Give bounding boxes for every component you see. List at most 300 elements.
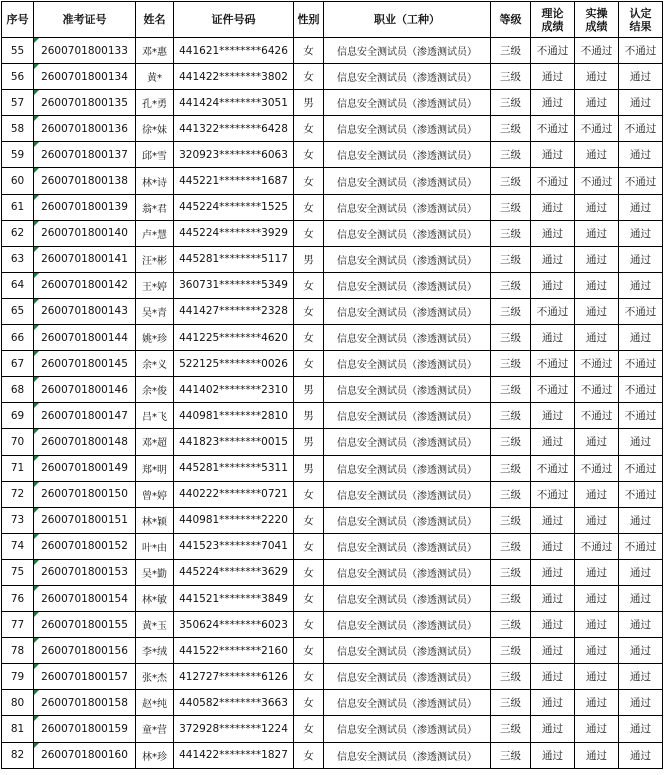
cell-seq: 78 bbox=[2, 638, 34, 664]
cell-seq: 58 bbox=[2, 116, 34, 142]
cell-name: 张*杰 bbox=[136, 664, 174, 690]
cell-seq: 82 bbox=[2, 742, 34, 768]
cell-seq: 66 bbox=[2, 325, 34, 351]
cell-name: 余*俊 bbox=[136, 377, 174, 403]
table-row bbox=[2, 377, 663, 403]
cell-gender: 女 bbox=[294, 64, 324, 90]
cell-occupation: 信息安全测试员（渗透测试员） bbox=[324, 507, 491, 533]
cell-exam-no: 2600701800145 bbox=[34, 351, 136, 377]
table-row bbox=[2, 90, 663, 116]
cell-practice-score: 通过 bbox=[575, 246, 619, 272]
cell-result: 通过 bbox=[619, 716, 663, 742]
cell-id-no: 441322********6428 bbox=[174, 116, 294, 142]
cell-practice-score: 通过 bbox=[575, 481, 619, 507]
cell-gender: 女 bbox=[294, 638, 324, 664]
table-row bbox=[2, 638, 663, 664]
table-row bbox=[2, 64, 663, 90]
header-result bbox=[619, 2, 663, 38]
cell-seq: 70 bbox=[2, 429, 34, 455]
cell-level: 三级 bbox=[491, 455, 531, 481]
cell-occupation: 信息安全测试员（渗透测试员） bbox=[324, 351, 491, 377]
cell-id-no: 445224********1525 bbox=[174, 194, 294, 220]
table-row bbox=[2, 194, 663, 220]
cell-practice-score: 不通过 bbox=[575, 455, 619, 481]
cell-occupation: 信息安全测试员（渗透测试员） bbox=[324, 377, 491, 403]
cell-level: 三级 bbox=[491, 585, 531, 611]
header-id-no: 证件号码 bbox=[174, 2, 294, 38]
header-occupation: 职业（工种） bbox=[324, 2, 491, 38]
cell-id-no: 441424********3051 bbox=[174, 90, 294, 116]
header-gender: 性别 bbox=[294, 2, 324, 38]
cell-level: 三级 bbox=[491, 351, 531, 377]
cell-theory-score: 通过 bbox=[531, 742, 575, 768]
table-row bbox=[2, 533, 663, 559]
cell-theory-score: 通过 bbox=[531, 90, 575, 116]
table-row bbox=[2, 559, 663, 585]
table-row bbox=[2, 690, 663, 716]
cell-level: 三级 bbox=[491, 403, 531, 429]
cell-gender: 女 bbox=[294, 664, 324, 690]
cell-theory-score: 不通过 bbox=[531, 481, 575, 507]
header-level: 等级 bbox=[491, 2, 531, 38]
cell-name: 黄*玉 bbox=[136, 612, 174, 638]
table-row bbox=[2, 716, 663, 742]
cell-exam-no: 2600701800134 bbox=[34, 64, 136, 90]
cell-seq: 81 bbox=[2, 716, 34, 742]
cell-id-no: 445221********1687 bbox=[174, 168, 294, 194]
cell-name: 叶*由 bbox=[136, 533, 174, 559]
cell-level: 三级 bbox=[491, 220, 531, 246]
cell-result: 不通过 bbox=[619, 116, 663, 142]
cell-practice-score: 不通过 bbox=[575, 351, 619, 377]
cell-name: 邱*雪 bbox=[136, 142, 174, 168]
cell-exam-no: 2600701800149 bbox=[34, 455, 136, 481]
cell-result: 通过 bbox=[619, 246, 663, 272]
cell-occupation: 信息安全测试员（渗透测试员） bbox=[324, 38, 491, 64]
cell-occupation: 信息安全测试员（渗透测试员） bbox=[324, 325, 491, 351]
cell-name: 吴*勤 bbox=[136, 559, 174, 585]
cell-practice-score: 通过 bbox=[575, 90, 619, 116]
cell-id-no: 445224********3629 bbox=[174, 559, 294, 585]
cell-occupation: 信息安全测试员（渗透测试员） bbox=[324, 690, 491, 716]
table-row bbox=[2, 272, 663, 298]
table-row bbox=[2, 455, 663, 481]
cell-name: 汪*彬 bbox=[136, 246, 174, 272]
cell-exam-no: 2600701800153 bbox=[34, 559, 136, 585]
cell-seq: 62 bbox=[2, 220, 34, 246]
cell-seq: 76 bbox=[2, 585, 34, 611]
cell-seq: 74 bbox=[2, 533, 34, 559]
cell-gender: 男 bbox=[294, 455, 324, 481]
cell-gender: 女 bbox=[294, 533, 324, 559]
header-name: 姓名 bbox=[136, 2, 174, 38]
cell-id-no: 350624********6023 bbox=[174, 612, 294, 638]
table-row bbox=[2, 403, 663, 429]
cell-occupation: 信息安全测试员（渗透测试员） bbox=[324, 116, 491, 142]
header-practice-line1: 实操 bbox=[585, 6, 608, 20]
header-theory-line2: 成绩 bbox=[541, 19, 564, 33]
cell-exam-no: 2600701800135 bbox=[34, 90, 136, 116]
cell-exam-no: 2600701800148 bbox=[34, 429, 136, 455]
cell-level: 三级 bbox=[491, 38, 531, 64]
cell-id-no: 441521********3849 bbox=[174, 585, 294, 611]
cell-name: 孔*勇 bbox=[136, 90, 174, 116]
cell-result: 通过 bbox=[619, 64, 663, 90]
cell-theory-score: 通过 bbox=[531, 325, 575, 351]
cell-name: 林*珍 bbox=[136, 742, 174, 768]
cell-practice-score: 不通过 bbox=[575, 168, 619, 194]
table-row bbox=[2, 325, 663, 351]
cell-theory-score: 通过 bbox=[531, 429, 575, 455]
table-body bbox=[2, 38, 663, 769]
cell-gender: 女 bbox=[294, 481, 324, 507]
cell-practice-score: 通过 bbox=[575, 507, 619, 533]
cell-exam-no: 2600701800143 bbox=[34, 298, 136, 324]
cell-practice-score: 通过 bbox=[575, 194, 619, 220]
cell-gender: 女 bbox=[294, 612, 324, 638]
cell-id-no: 441422********1827 bbox=[174, 742, 294, 768]
cell-exam-no: 2600701800133 bbox=[34, 38, 136, 64]
cell-occupation: 信息安全测试员（渗透测试员） bbox=[324, 90, 491, 116]
cell-practice-score: 通过 bbox=[575, 664, 619, 690]
cell-occupation: 信息安全测试员（渗透测试员） bbox=[324, 246, 491, 272]
cell-name: 邓*超 bbox=[136, 429, 174, 455]
cell-exam-no: 2600701800155 bbox=[34, 612, 136, 638]
cell-id-no: 441225********4620 bbox=[174, 325, 294, 351]
cell-theory-score: 通过 bbox=[531, 716, 575, 742]
cell-gender: 女 bbox=[294, 507, 324, 533]
cell-theory-score: 不通过 bbox=[531, 455, 575, 481]
cell-level: 三级 bbox=[491, 168, 531, 194]
cell-result: 不通过 bbox=[619, 298, 663, 324]
cell-result: 通过 bbox=[619, 638, 663, 664]
cell-occupation: 信息安全测试员（渗透测试员） bbox=[324, 168, 491, 194]
cell-practice-score: 不通过 bbox=[575, 38, 619, 64]
cell-theory-score: 不通过 bbox=[531, 377, 575, 403]
cell-result: 通过 bbox=[619, 429, 663, 455]
cell-level: 三级 bbox=[491, 429, 531, 455]
table-row bbox=[2, 351, 663, 377]
cell-name: 黄* bbox=[136, 64, 174, 90]
cell-seq: 73 bbox=[2, 507, 34, 533]
table-header bbox=[2, 2, 663, 38]
cell-result: 通过 bbox=[619, 507, 663, 533]
cell-seq: 59 bbox=[2, 142, 34, 168]
cell-id-no: 440981********2220 bbox=[174, 507, 294, 533]
cell-exam-no: 2600701800147 bbox=[34, 403, 136, 429]
cell-gender: 女 bbox=[294, 690, 324, 716]
cell-result: 不通过 bbox=[619, 351, 663, 377]
cell-id-no: 445281********5311 bbox=[174, 455, 294, 481]
table-row bbox=[2, 612, 663, 638]
cell-occupation: 信息安全测试员（渗透测试员） bbox=[324, 533, 491, 559]
cell-practice-score: 通过 bbox=[575, 298, 619, 324]
cell-result: 通过 bbox=[619, 325, 663, 351]
cell-id-no: 445224********3929 bbox=[174, 220, 294, 246]
cell-result: 通过 bbox=[619, 585, 663, 611]
table-row bbox=[2, 664, 663, 690]
cell-seq: 56 bbox=[2, 64, 34, 90]
cell-seq: 68 bbox=[2, 377, 34, 403]
cell-gender: 女 bbox=[294, 742, 324, 768]
cell-exam-no: 2600701800152 bbox=[34, 533, 136, 559]
cell-level: 三级 bbox=[491, 612, 531, 638]
cell-occupation: 信息安全测试员（渗透测试员） bbox=[324, 455, 491, 481]
cell-seq: 60 bbox=[2, 168, 34, 194]
cell-name: 翁*君 bbox=[136, 194, 174, 220]
cell-name: 邓*惠 bbox=[136, 38, 174, 64]
cell-exam-no: 2600701800141 bbox=[34, 246, 136, 272]
cell-theory-score: 不通过 bbox=[531, 298, 575, 324]
cell-practice-score: 通过 bbox=[575, 742, 619, 768]
cell-practice-score: 通过 bbox=[575, 220, 619, 246]
cell-name: 吴*青 bbox=[136, 298, 174, 324]
cell-result: 通过 bbox=[619, 690, 663, 716]
cell-gender: 女 bbox=[294, 194, 324, 220]
cell-exam-no: 2600701800144 bbox=[34, 325, 136, 351]
cell-result: 不通过 bbox=[619, 481, 663, 507]
cell-name: 林*颖 bbox=[136, 507, 174, 533]
cell-result: 通过 bbox=[619, 742, 663, 768]
cell-practice-score: 不通过 bbox=[575, 403, 619, 429]
cell-theory-score: 不通过 bbox=[531, 168, 575, 194]
table-row bbox=[2, 429, 663, 455]
cell-result: 不通过 bbox=[619, 168, 663, 194]
cell-gender: 女 bbox=[294, 168, 324, 194]
cell-id-no: 320923********6063 bbox=[174, 142, 294, 168]
cell-practice-score: 通过 bbox=[575, 716, 619, 742]
cell-occupation: 信息安全测试员（渗透测试员） bbox=[324, 429, 491, 455]
cell-theory-score: 通过 bbox=[531, 612, 575, 638]
cell-seq: 57 bbox=[2, 90, 34, 116]
cell-exam-no: 2600701800146 bbox=[34, 377, 136, 403]
cell-result: 不通过 bbox=[619, 455, 663, 481]
cell-occupation: 信息安全测试员（渗透测试员） bbox=[324, 612, 491, 638]
cell-id-no: 441621********6426 bbox=[174, 38, 294, 64]
cell-name: 王*婷 bbox=[136, 272, 174, 298]
cell-result: 通过 bbox=[619, 664, 663, 690]
cell-seq: 72 bbox=[2, 481, 34, 507]
cell-level: 三级 bbox=[491, 194, 531, 220]
cell-practice-score: 通过 bbox=[575, 585, 619, 611]
cell-exam-no: 2600701800160 bbox=[34, 742, 136, 768]
cell-seq: 67 bbox=[2, 351, 34, 377]
cell-id-no: 440981********2810 bbox=[174, 403, 294, 429]
cell-occupation: 信息安全测试员（渗透测试员） bbox=[324, 716, 491, 742]
header-seq: 序号 bbox=[2, 2, 34, 38]
cell-id-no: 441422********3802 bbox=[174, 64, 294, 90]
cell-level: 三级 bbox=[491, 690, 531, 716]
cell-name: 卢*慧 bbox=[136, 220, 174, 246]
table-row bbox=[2, 481, 663, 507]
cell-exam-no: 2600701800138 bbox=[34, 168, 136, 194]
cell-seq: 75 bbox=[2, 559, 34, 585]
cell-result: 不通过 bbox=[619, 403, 663, 429]
cell-occupation: 信息安全测试员（渗透测试员） bbox=[324, 194, 491, 220]
cell-theory-score: 通过 bbox=[531, 638, 575, 664]
header-result-line2: 结果 bbox=[629, 19, 652, 33]
cell-seq: 61 bbox=[2, 194, 34, 220]
cell-name: 林*诗 bbox=[136, 168, 174, 194]
cell-id-no: 440582********3663 bbox=[174, 690, 294, 716]
table-row bbox=[2, 298, 663, 324]
cell-name: 姚*珍 bbox=[136, 325, 174, 351]
cell-occupation: 信息安全测试员（渗透测试员） bbox=[324, 585, 491, 611]
cell-theory-score: 通过 bbox=[531, 142, 575, 168]
cell-theory-score: 通过 bbox=[531, 559, 575, 585]
table-row bbox=[2, 116, 663, 142]
cell-exam-no: 2600701800151 bbox=[34, 507, 136, 533]
cell-theory-score: 不通过 bbox=[531, 116, 575, 142]
cell-result: 通过 bbox=[619, 142, 663, 168]
cell-theory-score: 通过 bbox=[531, 585, 575, 611]
table-row bbox=[2, 38, 663, 64]
cell-result: 不通过 bbox=[619, 533, 663, 559]
cell-id-no: 441522********2160 bbox=[174, 638, 294, 664]
cell-seq: 69 bbox=[2, 403, 34, 429]
cell-practice-score: 通过 bbox=[575, 559, 619, 585]
cell-theory-score: 通过 bbox=[531, 220, 575, 246]
cell-result: 不通过 bbox=[619, 377, 663, 403]
cell-id-no: 440222********0721 bbox=[174, 481, 294, 507]
cell-level: 三级 bbox=[491, 742, 531, 768]
cell-gender: 女 bbox=[294, 272, 324, 298]
header-theory-line1: 理论 bbox=[541, 6, 564, 20]
cell-level: 三级 bbox=[491, 116, 531, 142]
cell-gender: 女 bbox=[294, 38, 324, 64]
cell-seq: 63 bbox=[2, 246, 34, 272]
cell-id-no: 441523********7041 bbox=[174, 533, 294, 559]
cell-result: 通过 bbox=[619, 220, 663, 246]
cell-practice-score: 不通过 bbox=[575, 377, 619, 403]
cell-practice-score: 通过 bbox=[575, 142, 619, 168]
cell-level: 三级 bbox=[491, 533, 531, 559]
header-row bbox=[2, 2, 663, 38]
cell-gender: 女 bbox=[294, 325, 324, 351]
cell-result: 通过 bbox=[619, 90, 663, 116]
cell-theory-score: 通过 bbox=[531, 403, 575, 429]
cell-exam-no: 2600701800137 bbox=[34, 142, 136, 168]
cell-occupation: 信息安全测试员（渗透测试员） bbox=[324, 272, 491, 298]
cell-theory-score: 通过 bbox=[531, 533, 575, 559]
cell-seq: 65 bbox=[2, 298, 34, 324]
cell-seq: 55 bbox=[2, 38, 34, 64]
cell-gender: 女 bbox=[294, 142, 324, 168]
results-table bbox=[1, 1, 663, 769]
cell-practice-score: 不通过 bbox=[575, 116, 619, 142]
cell-id-no: 360731********5349 bbox=[174, 272, 294, 298]
cell-gender: 女 bbox=[294, 716, 324, 742]
table-row bbox=[2, 742, 663, 768]
cell-id-no: 445281********5117 bbox=[174, 246, 294, 272]
header-exam-no: 准考证号 bbox=[34, 2, 136, 38]
cell-level: 三级 bbox=[491, 507, 531, 533]
cell-practice-score: 通过 bbox=[575, 612, 619, 638]
header-practice bbox=[575, 2, 619, 38]
cell-exam-no: 2600701800158 bbox=[34, 690, 136, 716]
cell-occupation: 信息安全测试员（渗透测试员） bbox=[324, 64, 491, 90]
cell-occupation: 信息安全测试员（渗透测试员） bbox=[324, 742, 491, 768]
table-row bbox=[2, 246, 663, 272]
cell-level: 三级 bbox=[491, 325, 531, 351]
cell-gender: 女 bbox=[294, 298, 324, 324]
cell-result: 不通过 bbox=[619, 38, 663, 64]
cell-theory-score: 不通过 bbox=[531, 351, 575, 377]
cell-exam-no: 2600701800157 bbox=[34, 664, 136, 690]
cell-theory-score: 通过 bbox=[531, 246, 575, 272]
cell-level: 三级 bbox=[491, 377, 531, 403]
cell-occupation: 信息安全测试员（渗透测试员） bbox=[324, 403, 491, 429]
cell-occupation: 信息安全测试员（渗透测试员） bbox=[324, 298, 491, 324]
cell-level: 三级 bbox=[491, 272, 531, 298]
cell-id-no: 441427********2328 bbox=[174, 298, 294, 324]
cell-theory-score: 通过 bbox=[531, 664, 575, 690]
cell-level: 三级 bbox=[491, 481, 531, 507]
cell-theory-score: 通过 bbox=[531, 272, 575, 298]
cell-id-no: 522125********0026 bbox=[174, 351, 294, 377]
cell-result: 通过 bbox=[619, 559, 663, 585]
cell-exam-no: 2600701800142 bbox=[34, 272, 136, 298]
cell-practice-score: 通过 bbox=[575, 325, 619, 351]
table-row bbox=[2, 168, 663, 194]
cell-gender: 女 bbox=[294, 585, 324, 611]
header-practice-line2: 成绩 bbox=[585, 19, 608, 33]
cell-name: 林*敏 bbox=[136, 585, 174, 611]
table-row bbox=[2, 142, 663, 168]
cell-id-no: 441402********2310 bbox=[174, 377, 294, 403]
cell-gender: 男 bbox=[294, 377, 324, 403]
cell-level: 三级 bbox=[491, 638, 531, 664]
cell-theory-score: 通过 bbox=[531, 194, 575, 220]
cell-theory-score: 通过 bbox=[531, 507, 575, 533]
cell-result: 通过 bbox=[619, 612, 663, 638]
cell-practice-score: 不通过 bbox=[575, 533, 619, 559]
cell-level: 三级 bbox=[491, 64, 531, 90]
cell-occupation: 信息安全测试员（渗透测试员） bbox=[324, 638, 491, 664]
cell-occupation: 信息安全测试员（渗透测试员） bbox=[324, 481, 491, 507]
cell-theory-score: 不通过 bbox=[531, 38, 575, 64]
cell-gender: 女 bbox=[294, 116, 324, 142]
cell-practice-score: 通过 bbox=[575, 429, 619, 455]
header-result-line1: 认定 bbox=[629, 6, 652, 20]
cell-gender: 男 bbox=[294, 429, 324, 455]
cell-exam-no: 2600701800150 bbox=[34, 481, 136, 507]
cell-result: 通过 bbox=[619, 272, 663, 298]
cell-gender: 男 bbox=[294, 90, 324, 116]
cell-id-no: 412727********6126 bbox=[174, 664, 294, 690]
cell-theory-score: 通过 bbox=[531, 690, 575, 716]
cell-occupation: 信息安全测试员（渗透测试员） bbox=[324, 664, 491, 690]
cell-seq: 79 bbox=[2, 664, 34, 690]
cell-occupation: 信息安全测试员（渗透测试员） bbox=[324, 220, 491, 246]
cell-name: 郑*明 bbox=[136, 455, 174, 481]
cell-name: 曾*婷 bbox=[136, 481, 174, 507]
table-row bbox=[2, 507, 663, 533]
cell-occupation: 信息安全测试员（渗透测试员） bbox=[324, 559, 491, 585]
cell-gender: 女 bbox=[294, 351, 324, 377]
cell-exam-no: 2600701800156 bbox=[34, 638, 136, 664]
cell-name: 李*绒 bbox=[136, 638, 174, 664]
cell-level: 三级 bbox=[491, 246, 531, 272]
table-row bbox=[2, 220, 663, 246]
cell-gender: 女 bbox=[294, 220, 324, 246]
cell-seq: 80 bbox=[2, 690, 34, 716]
cell-id-no: 441823********0015 bbox=[174, 429, 294, 455]
cell-seq: 77 bbox=[2, 612, 34, 638]
cell-level: 三级 bbox=[491, 664, 531, 690]
table-row bbox=[2, 585, 663, 611]
cell-practice-score: 通过 bbox=[575, 64, 619, 90]
